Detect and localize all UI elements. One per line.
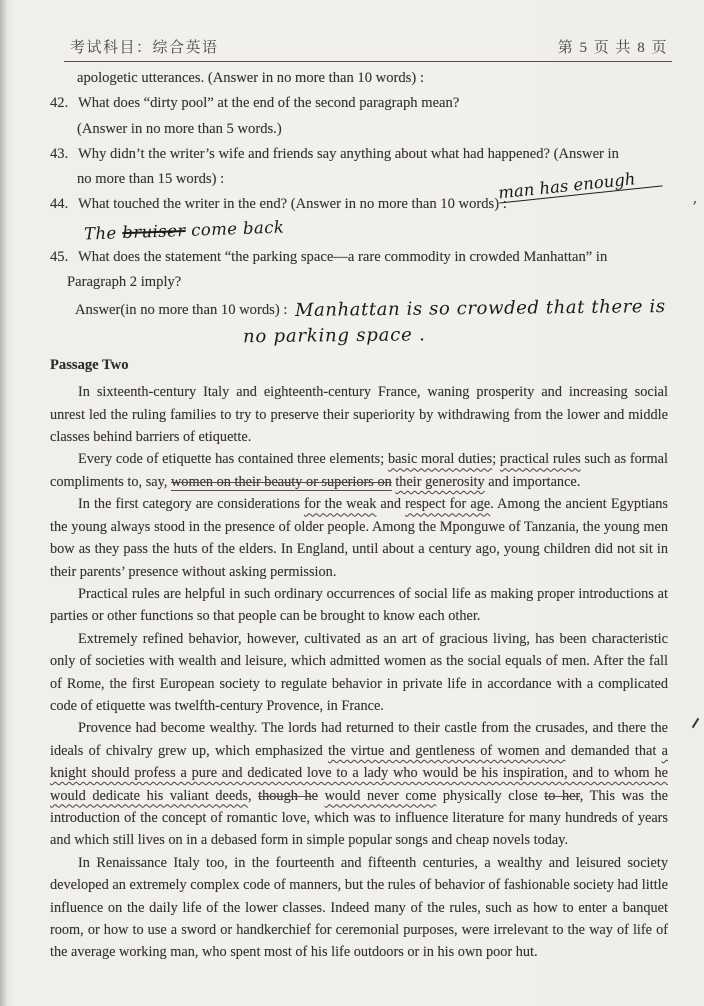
passage-annotated-text: basic moral duties: [387, 451, 493, 468]
passage-text: . Among the ancient Egyptians the young always stood in the presence of older people. Among the Mponguwe of Tanzania, the young men bow as they pass the huts of the elders. In England, until about a century ago, young children did not sit in their parents’ presence without asking permission.: [50, 496, 668, 580]
handwritten-answer-44-struck-word: bruiser: [121, 220, 186, 242]
passage-annotated-text: women on their beauty or superiors on: [170, 473, 392, 490]
question-42-hint: (Answer in no more than 5 words.): [77, 120, 282, 137]
passage-paragraph: [50, 583, 668, 628]
handwritten-answer-45-line1: Manhattan is so crowded that there is: [295, 295, 667, 321]
passage-text: demanded that: [565, 742, 662, 759]
passage-paragraph: [50, 493, 668, 583]
passage-annotated-text: respect for age: [405, 496, 491, 513]
passage-annotated-text: to her: [544, 787, 580, 804]
passage-text: physically close: [436, 787, 545, 804]
question-43: [50, 142, 668, 167]
question-45-answer-line: [50, 296, 668, 323]
question-43-text: Why didn’t the writer’s wife and friends say anything about what had happened? (Answer in: [78, 145, 619, 162]
passage-annotated-text: the virtue and gentleness of women and: [328, 742, 566, 759]
question-45-number: 45.: [50, 249, 69, 266]
question-45: [50, 245, 668, 270]
passage-text: In Renaissance Italy too, in the fourteenth and fifteenth centuries, a wealthy and leisured society developed an extremely complex code of manners, but the rules of behavior of fashionable society had little influence on the daily life of the lower classes. Indeed many of the rules, such as how to enter a banquet room, or how to use a sword or handkerchief for ceremonial purposes, were irrelevant to the way of life of the average working man, who spent most of his life outdoors or in his own poor hut.: [50, 854, 668, 961]
question-43-number: 43.: [50, 145, 69, 162]
page-header: [70, 36, 668, 57]
passage-two-title: Passage Two: [50, 356, 129, 373]
passage-text: ,: [247, 787, 259, 804]
exam-subject-label: 考试科目：综合英语: [70, 40, 219, 56]
handwritten-insertion-above-44: man has enough: [497, 168, 662, 204]
question-45-answer-label: Answer(in no more than 10 words) :: [75, 301, 288, 318]
passage-annotated-text: for the weak: [303, 496, 377, 513]
handwritten-corner-mark: ’: [692, 198, 697, 216]
passage-text: Provence had become wealthy. The lords had returned to their castle from the crusades, and there the ideals of chivalry grew up, which emphasized: [50, 720, 668, 759]
question-42-text: What does “dirty pool” at the end of the second paragraph mean?: [78, 95, 460, 112]
question-44-text: [78, 192, 668, 245]
passage-text: Extremely refined behavior, however, cultivated as an art of gracious living, has been characteristic only of societies with wealth and leisure, which admitted women as the social equals of men. After the fall of Rome, the first European society to regulate behavior in private life in accordance with a complicated code of etiquette was twelfth-century Provence, in France.: [50, 630, 668, 714]
question-44-prompt: What touched the writer in the end? (Answer in no more than 10 words) :: [78, 196, 507, 213]
passage-annotated-text: a knight should profess a pure and dedicated love to a lady who would be his inspiration, and to whom he would dedicate his valiant deeds: [50, 742, 668, 804]
question-42-number: 42.: [50, 95, 69, 112]
passage-text: [318, 788, 325, 804]
question-43-hint: no more than 15 words) :: [77, 171, 225, 188]
passage-annotated-text: their generosity: [395, 473, 485, 490]
page-number-label: 第 5 页 共 8 页: [557, 40, 668, 56]
passage-text: Every code of etiquette has contained three elements;: [78, 451, 388, 468]
handwritten-answer-44-end: come back: [190, 217, 285, 240]
header-divider: [64, 61, 672, 62]
handwritten-margin-tick: [692, 718, 700, 728]
passage-text: In sixteenth-century Italy and eighteenth-century France, waning prosperity and increasing social unrest led the ruling families to try to preserve their superiority by withdrawing from the lower and middle classes behind barriers of etiquette.: [50, 384, 668, 446]
passage-annotated-text: practical rules: [499, 451, 581, 468]
passage-paragraph: [50, 717, 668, 851]
passage-paragraph: [50, 381, 668, 448]
passage-annotated-text: would never come: [324, 787, 437, 804]
passage-text: ;: [492, 451, 500, 468]
passage-text: Practical rules are helpful in such ordinary occurrences of social life as making proper introductions at parties or other functions so that people can be brought to know each other.: [50, 585, 668, 625]
question-42: [50, 91, 668, 116]
question-44-number: 44.: [50, 196, 69, 213]
passage-paragraph: [50, 448, 668, 493]
passage-text: In the first category are considerations: [78, 496, 304, 513]
passage-body: [50, 381, 668, 964]
handwritten-answer-45-line2: no parking space .: [242, 324, 426, 348]
passage-text: and importance.: [484, 473, 581, 490]
passage-text: and: [376, 496, 406, 513]
handwritten-answer-44: [84, 214, 285, 246]
passage-text: such as formal compliments to, say,: [50, 451, 668, 490]
question-41-tail: apologetic utterances. (Answer in no more than 10 words) :: [77, 70, 424, 86]
handwritten-answer-44-start: The: [83, 223, 117, 244]
passage-text: , This was the introduction of the concept of romantic love, which was to influence literature for many hundreds of years and which still lives on in a debased form in simple popular songs and cheap novels today.: [50, 787, 668, 849]
passage-paragraph: [50, 852, 668, 964]
passage-paragraph: [50, 628, 668, 718]
passage-annotated-text: though he: [258, 787, 318, 804]
question-45-text-line2: Paragraph 2 imply?: [67, 274, 182, 291]
question-45-text: What does the statement “the parking space—a rare commodity in crowded Manhattan” in: [78, 249, 608, 266]
page-content: [50, 66, 668, 964]
